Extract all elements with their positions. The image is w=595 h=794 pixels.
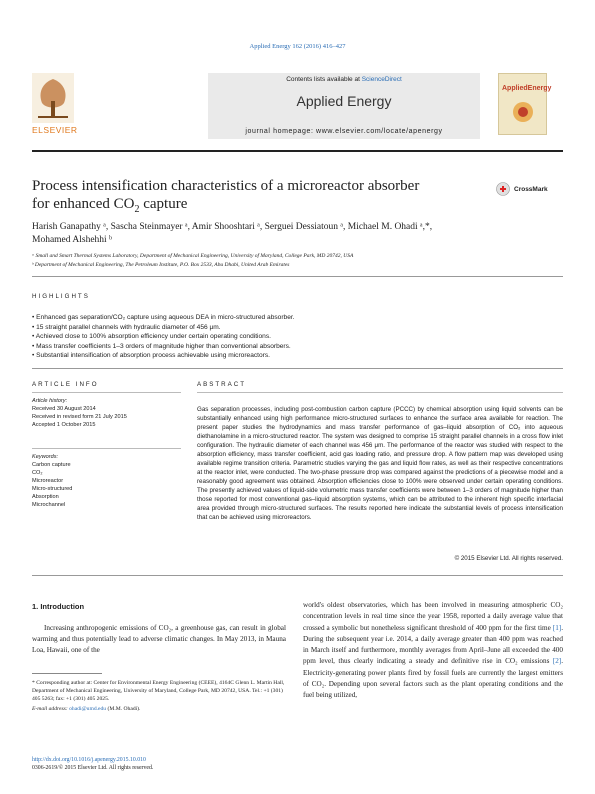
issn-line: 0306-2619/© 2015 Elsevier Ltd. All rights reserved.: [32, 765, 154, 771]
article-info-heading: ARTICLE INFO: [32, 381, 99, 388]
doi-block: [32, 756, 286, 772]
divider: [32, 448, 181, 449]
article-title: Process intensification characteristics of a microreactor absorber for enhanced $CO_2$ capture: [32, 178, 420, 215]
highlights-list: [32, 313, 563, 361]
affiliations: [32, 252, 563, 269]
authors-line-2: Mohamed Alshehhi ᵇ: [32, 235, 112, 245]
publisher-name: ELSEVIER: [32, 125, 78, 135]
divider: [32, 575, 563, 576]
corresponding-author-footnote: * Corresponding author at: Center for Environmental Energy Engineering (CEEE), 4164C Glenn L. Martin Hall, Department of Mechanical Engineering, University of Maryland, College Park, MD 20742, USA. Tel.: +1 (301) 405 5263; fax: +1 (301) 405 2025. E-mail address: ohadi@umd.edu (M.M. Ohadi).: [32, 680, 285, 712]
highlight-item: • 15 straight parallel channels with hydraulic diameter of 456 μm.: [32, 323, 221, 331]
divider: [32, 276, 563, 277]
highlight-item: • Substantial intensification of absorption process achievable using microreactors.: [32, 352, 270, 359]
keyword: Microreactor: [32, 478, 64, 484]
elsevier-logo: [32, 73, 78, 139]
affiliation-b: ᵇ Department of Mechanical Engineering, The Petroleum Institute, P.O. Box 2533, Abu Dhabi, United Arab Emirates: [32, 261, 290, 268]
divider: [32, 368, 563, 369]
intro-left-column: [32, 623, 286, 656]
keywords: Keywords: Carbon capture CO₂ Microreactor Micro-structured Absorption Microchannel: [32, 453, 181, 509]
contents-line: Contents lists available at ScienceDirect: [286, 76, 402, 83]
authors-line-1: Harish Ganapathy ᵃ, Sascha Steinmayer ᵃ, Amir Shooshtari ᵃ, Serguei Dessiatoun ᵃ, Michael M. Ohadi ᵃ,*,: [32, 222, 433, 232]
keyword: Absorption: [32, 494, 59, 500]
email-link[interactable]: ohadi@umd.edu: [69, 705, 107, 712]
keyword: Carbon capture: [32, 462, 71, 468]
journal-homepage[interactable]: journal homepage: www.elsevier.com/locate/apenergy: [245, 128, 443, 135]
abstract-text: Gas separation processes, including post-combustion carbon capture (PCCC) by chemical absorption using liquid solvents can be substantially enhanced using high performance micro-structured surfaces to enhance the surface area available for reaction. The present paper studies the hydrodynamics and mass transfer performance of gas–liquid absorption of CO₂ into aqueous diethanolamine in a micro-structured reactor. The system was designed to comprise 15 straight parallel channels in a cross flow inlet configuration. The hydraulic diameter of each channel was 456 μm. The performance of the reactor was studied with respect to the absorption efficiency, mass transfer coefficient, acid gas loading ratio, and pressure drop. A flow pattern map was developed using available regime transition criteria. Parametric studies varying the gas and liquid flow rates, as well as their respective concentrations at the reactor inlet, were conducted. The two-phase pressure drop was compared against the predictions of a piecewise model and a reasonably good agreement was obtained. Absorption efficiencies close to 100% were observed under certain operating conditions. The presently achieved values of liquid-side volumetric mass transfer coefficients were between 1–3 orders of magnitude higher than those reported for most conventional gas–liquid absorption systems, which can be attributed to the inherent high specific interfacial area provided through micro-structured surfaces. The results reported here indicate the substantial levels of process intensification that can be achieved using microreactors.: [197, 406, 563, 521]
crossmark-label: CrossMark: [514, 185, 548, 193]
highlight-item: • Achieved close to 100% absorption efficiency under certain operating conditions.: [32, 333, 271, 340]
abstract-heading: ABSTRACT: [197, 381, 247, 388]
crossmark-icon: [496, 182, 510, 196]
reference-link[interactable]: [2]: [552, 657, 562, 666]
article-history: Article history: Received 30 August 2014 Received in revised form 21 July 2015 Accepted 1 October 2015: [32, 398, 127, 428]
masthead-rule: [32, 150, 563, 152]
journal-banner: [208, 73, 480, 139]
journal-citation[interactable]: Applied Energy 162 (2016) 416–427: [249, 43, 346, 50]
copyright: © 2015 Elsevier Ltd. All rights reserved.: [454, 555, 563, 562]
journal-title: Applied Energy: [296, 93, 392, 109]
sciencedirect-link[interactable]: ScienceDirect: [361, 76, 402, 83]
keyword: Micro-structured: [32, 486, 73, 492]
section-heading-introduction: 1. Introduction: [32, 602, 85, 611]
intro-right-column: [303, 600, 563, 702]
divider: [32, 392, 181, 393]
crossmark-badge[interactable]: [496, 180, 568, 196]
keyword: Microchannel: [32, 502, 66, 508]
footnote-rule: [32, 673, 102, 674]
elsevier-tree-icon: [32, 73, 74, 123]
reference-link[interactable]: [1]: [552, 623, 562, 632]
author-list: [32, 221, 563, 247]
intro-paragraph: Increasing anthropogenic emissions of CO₂, a greenhouse gas, can result in global warming and thus potentially lead to adverse climatic changes. In May 2013, in Mauna Loa, Hawaii, one of the: [32, 624, 286, 654]
highlight-item: • Enhanced gas separation/CO₂ capture using aqueous DEA in micro-structured absorber.: [32, 314, 295, 321]
cover-art-icon: [509, 98, 537, 128]
highlight-item: • Mass transfer coefficients 1–3 orders of magnitude higher than conventional absorbers.: [32, 342, 291, 350]
cover-title: AppliedEnergy: [502, 85, 552, 92]
keyword: CO₂: [32, 470, 43, 476]
affiliation-a: ᵃ Small and Smart Thermal Systems Laboratory, Department of Mechanical Engineering, University of Maryland, College Park, MD 20742, USA: [32, 253, 354, 259]
doi-link[interactable]: http://dx.doi.org/10.1016/j.apenergy.2015.10.010: [32, 757, 146, 763]
divider: [197, 392, 563, 393]
intro-paragraph-continued: world's oldest observatories, which has been involved in measuring atmospheric CO₂ concentration levels in real time since the year 1958, reported a daily average value that crossed a symbolic but nonetheless significant threshold of 400 ppm for the first time [1]. During the subsequent year i.e. 2014, a daily average greater than 400 ppm was reached in March itself and furthermore, monthly averages from April–June all exceeded the 400 ppm level, thus clearly indicating a steady and definitive rise in CO₂ emissions [2]. Electricity-generating power plants fired by fossil fuels are currently the largest emitters of CO₂. Depending upon several factors such as the plant operating conditions and the fuel being utilized,: [303, 601, 563, 700]
highlights-heading: HIGHLIGHTS: [32, 293, 90, 300]
journal-masthead: [32, 73, 563, 151]
journal-cover: [498, 73, 552, 135]
